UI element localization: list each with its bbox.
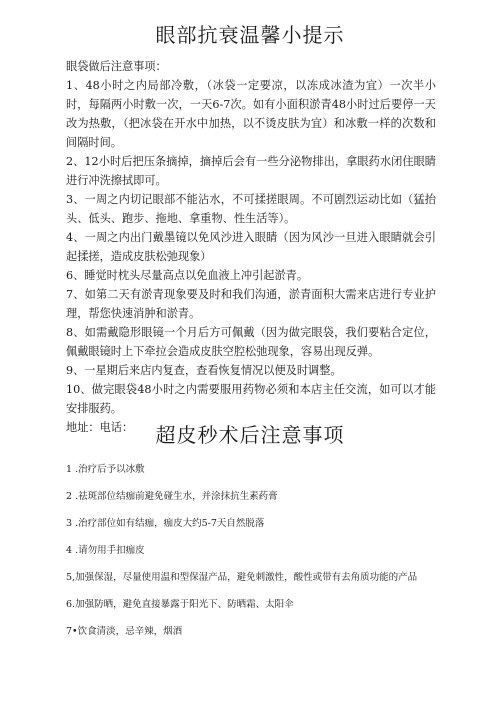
section1-line: 1、48小时之内局部冷敷，（冰袋一定要凉，以冻成冰渣为宜）一次半小时，每隔两小时敷一次，一天6-7次。如有小面积淤青48小时过后要停一天改为热敷，（把冰袋在开水中加热，以不烫皮肤为宜）和冰敷一样的次数和间隔时间。 [66,79,436,149]
section1-line: 10、做完眼袋48小时之内需要服用药物必须和本店主任交流，如可以才能安排服药。 [66,383,436,415]
section2-line: 3 .治疗部位如有结痂，痂皮大约5-7天自然脱落 [66,518,265,529]
section1-line: 地址：电话： [66,421,134,434]
section1-line: 3、一周之内切记眼部不能沾水，不可揉搓眼周。不可剧烈运动比如（猛抬头、低头、跑步、拖地、拿重物、性生活等）。 [66,193,436,225]
section1-line: 9、一星期后来店内复查，查看恢复情况以便及时调整。 [66,364,342,377]
section2-line: 2 .祛斑部位结痂前避免碰生水，并涂抹抗生素药膏 [66,491,278,502]
section2-line: 5,加强保湿，尽量使用温和型保湿产品，避免刺激性，酸性或带有去角质功能的产品 [66,572,418,583]
section1-line: 眼袋做后注意事项： [66,60,167,73]
section2-line: 6.加强防晒，避免直接暴露于阳光下、防晒霜、太阳伞 [66,599,294,610]
section1-line: 6、睡觉时枕头尽量高点以免血液上冲引起淤青。 [66,269,309,282]
section1-line: 8、如需戴隐形眼镜一个月后方可佩戴（因为做完眼袋，我们要粘合定位，佩戴眼镜时上下牵拉会造成皮肤空腔松弛现象，容易出现反弹。 [66,326,436,358]
section1-line: 4、一周之内出门戴墨镜以免风沙进入眼睛（因为风沙一旦进入眼睛就会引起揉搓，造成皮肤松弛现象） [66,231,436,263]
section2-line: 7•饮食清淡，忌辛辣，烟酒 [66,626,183,637]
section1-line: 2、12小时后把压条摘掉，摘掉后会有一些分泌物排出，拿眼药水闭住眼睛进行冲洗擦拭即可。 [66,155,436,187]
section2-line: 1 .治疗后予以冰敷 [66,464,145,475]
section2-body [66,463,436,652]
section1-body [66,57,436,437]
section1-title: 眼部抗衰温馨小提示 [155,23,345,47]
section1-line: 7、如第二天有淤青现象要及时和我们沟通，淤青面积大需来店进行专业护理，帮您快速消肿和淤青。 [66,288,436,320]
section2-title: 超皮秒术后注意事项 [155,423,345,447]
section2-line: 4 .请勿用手扣痂皮 [66,545,145,556]
